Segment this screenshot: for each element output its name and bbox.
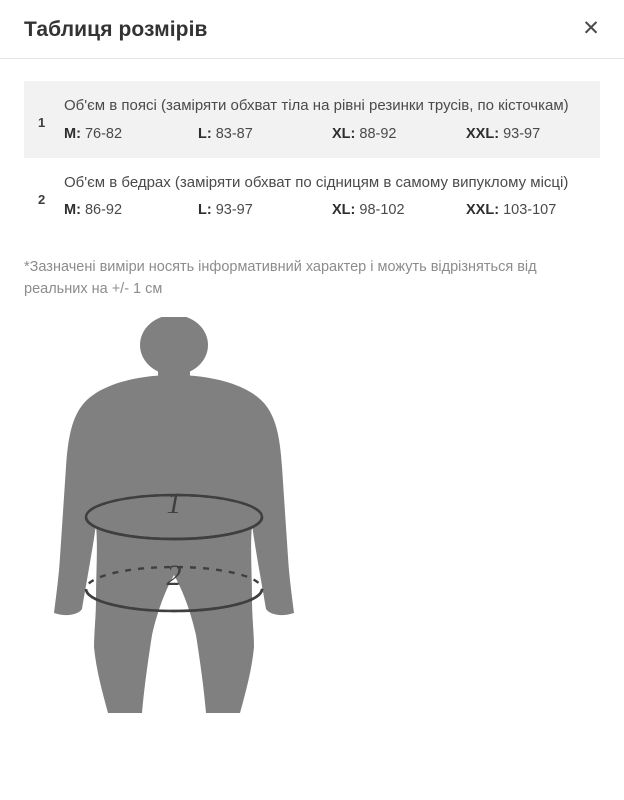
size-label: L: (198, 202, 212, 218)
measurement-description: Об'єм в поясі (заміряти обхват тіла на рівні резинки трусів, по кісточкам) (64, 97, 569, 114)
table-row (24, 81, 600, 158)
size-value: 88-92 (359, 125, 397, 142)
size-cell (198, 202, 332, 218)
body-figure-svg (22, 317, 382, 717)
size-value: 83-87 (215, 125, 253, 142)
size-cell (332, 126, 466, 142)
modal-body (0, 59, 624, 234)
size-cell (466, 202, 582, 218)
marker-2-label: 2 (166, 558, 182, 592)
size-label: XL: (332, 202, 356, 218)
row-index: 2 (38, 191, 46, 207)
size-label: M: (64, 202, 81, 218)
size-values (64, 202, 582, 218)
page-title: Таблиця розмірів (24, 18, 208, 41)
disclaimer-note: *Зазначені виміри носять інформативний характер і можуть відрізняться від реальних на +/- 1 см (24, 259, 537, 298)
body-measurement-diagram (0, 317, 624, 717)
size-values (64, 126, 582, 142)
size-cell (64, 202, 198, 218)
row-content (64, 172, 582, 219)
size-value: 103-107 (503, 202, 557, 218)
row-content (64, 95, 582, 142)
size-label: XL: (332, 125, 356, 142)
size-cell (332, 202, 466, 218)
size-label: M: (64, 125, 81, 142)
size-label: XXL: (466, 202, 500, 218)
size-label: XXL: (466, 125, 500, 142)
size-cell (466, 126, 582, 142)
marker-1-label: 1 (166, 486, 182, 520)
size-value: 93-97 (503, 125, 541, 142)
size-value: 98-102 (359, 202, 405, 218)
size-value: 93-97 (215, 202, 253, 218)
size-value: 76-82 (84, 125, 123, 142)
measurement-description: Об'єм в бедрах (заміряти обхват по сідницям в самому випуклому місці) (64, 173, 569, 191)
size-cell (64, 126, 198, 142)
row-index: 1 (38, 115, 46, 130)
size-value: 86-92 (84, 202, 123, 218)
close-icon[interactable]: ✕ (578, 16, 604, 42)
modal-header (0, 0, 624, 59)
size-cell (198, 126, 332, 142)
size-label: L: (198, 125, 212, 142)
table-row (24, 158, 600, 235)
